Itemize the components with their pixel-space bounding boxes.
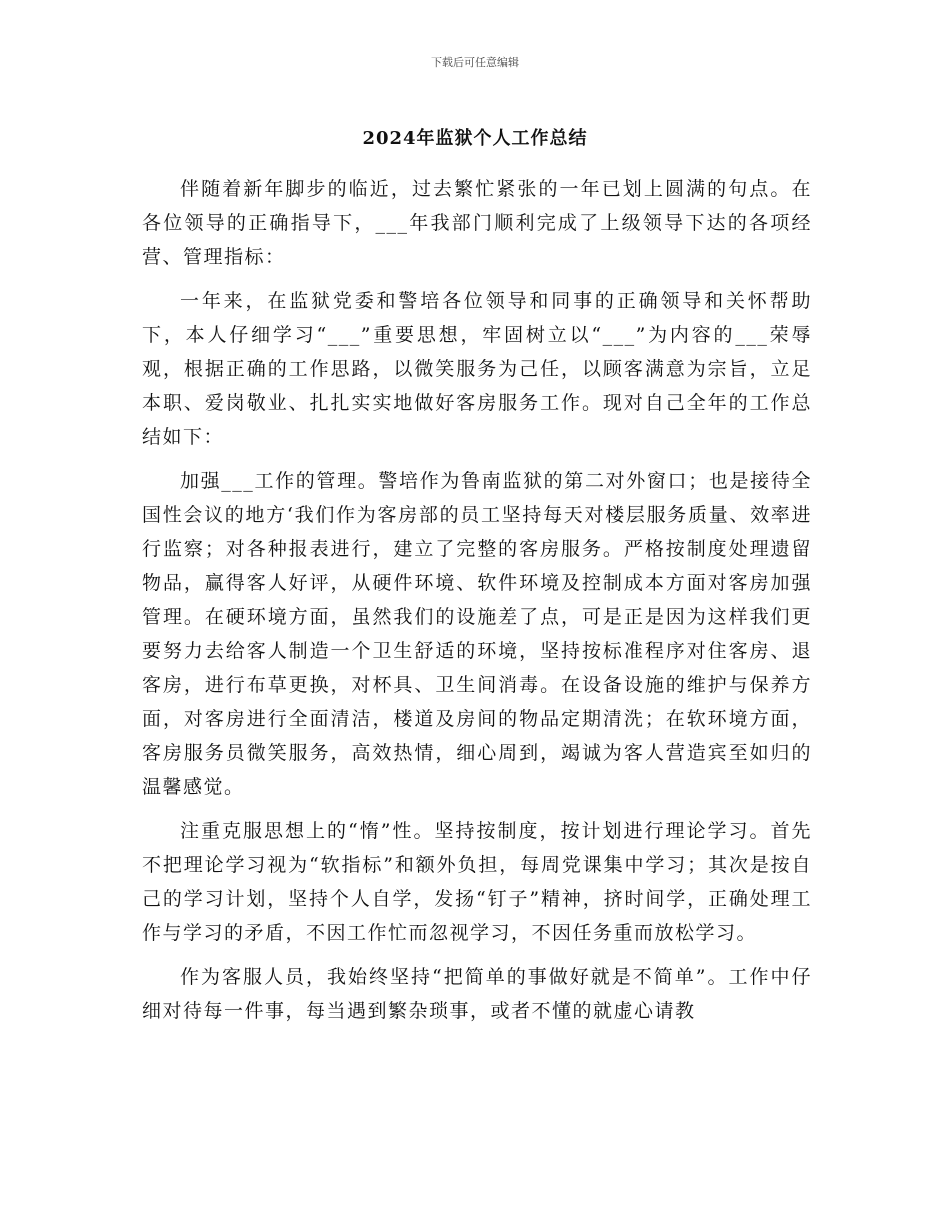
paragraph: 加强___工作的管理。警培作为鲁南监狱的第二对外窗口；也是接待全国性会议的地方‘我们作为客房部的员工坚持每天对楼层服务质量、效率进行监察；对各种报表进行，建立了完整的客房服务。严格按制度处理遗留物品，赢得客人好评，从硬件环境、软件环境及控制成本方面对客房加强管理。在硬环境方面，虽然我们的设施差了点，可是正是因为这样我们更要努力去给客人制造一个卫生舒适的环境，坚持按标准程序对住客房、退客房，进行布草更换，对杯具、卫生间消毒。在设备设施的维护与保养方面，对客房进行全面清洁，楼道及房间的物品定期清洗；在软环境方面，客房服务员微笑服务，高效热情，细心周到，竭诚为客人营造宾至如归的温馨感觉。	[142, 470, 812, 798]
header-note: 下载后可任意编辑	[431, 56, 519, 69]
document-title: 2024年监狱个人工作总结	[362, 128, 588, 149]
paragraph: 伴随着新年脚步的临近，过去繁忙紧张的一年已划上圆满的句点。在各位领导的正确指导下，___年我部门顺利完成了上级领导下达的各项经营、管理指标：	[142, 178, 812, 268]
paragraph: 注重克服思想上的“惰”性。坚持按制度，按计划进行理论学习。首先不把理论学习视为“软指标”和额外负担，每周党课集中学习；其次是按自己的学习计划，坚持个人自学，发扬“钉子”精神，挤时间学，正确处理工作与学习的矛盾，不因工作忙而忽视学习，不因任务重而放松学习。	[142, 820, 812, 944]
document-body	[142, 172, 812, 1038]
paragraph: 作为客服人员，我始终坚持“把简单的事做好就是不简单”。工作中仔细对待每一件事，每当遇到繁杂琐事，或者不懂的就虚心请教	[142, 966, 812, 1022]
paragraph: 一年来，在监狱党委和警培各位领导和同事的正确领导和关怀帮助下，本人仔细学习“___”重要思想，牢固树立以“___”为内容的___荣辱观，根据正确的工作思路，以微笑服务为己任，以顾客满意为宗旨，立足本职、爱岗敬业、扎扎实实地做好客房服务工作。现对自己全年的工作总结如下：	[142, 290, 812, 448]
